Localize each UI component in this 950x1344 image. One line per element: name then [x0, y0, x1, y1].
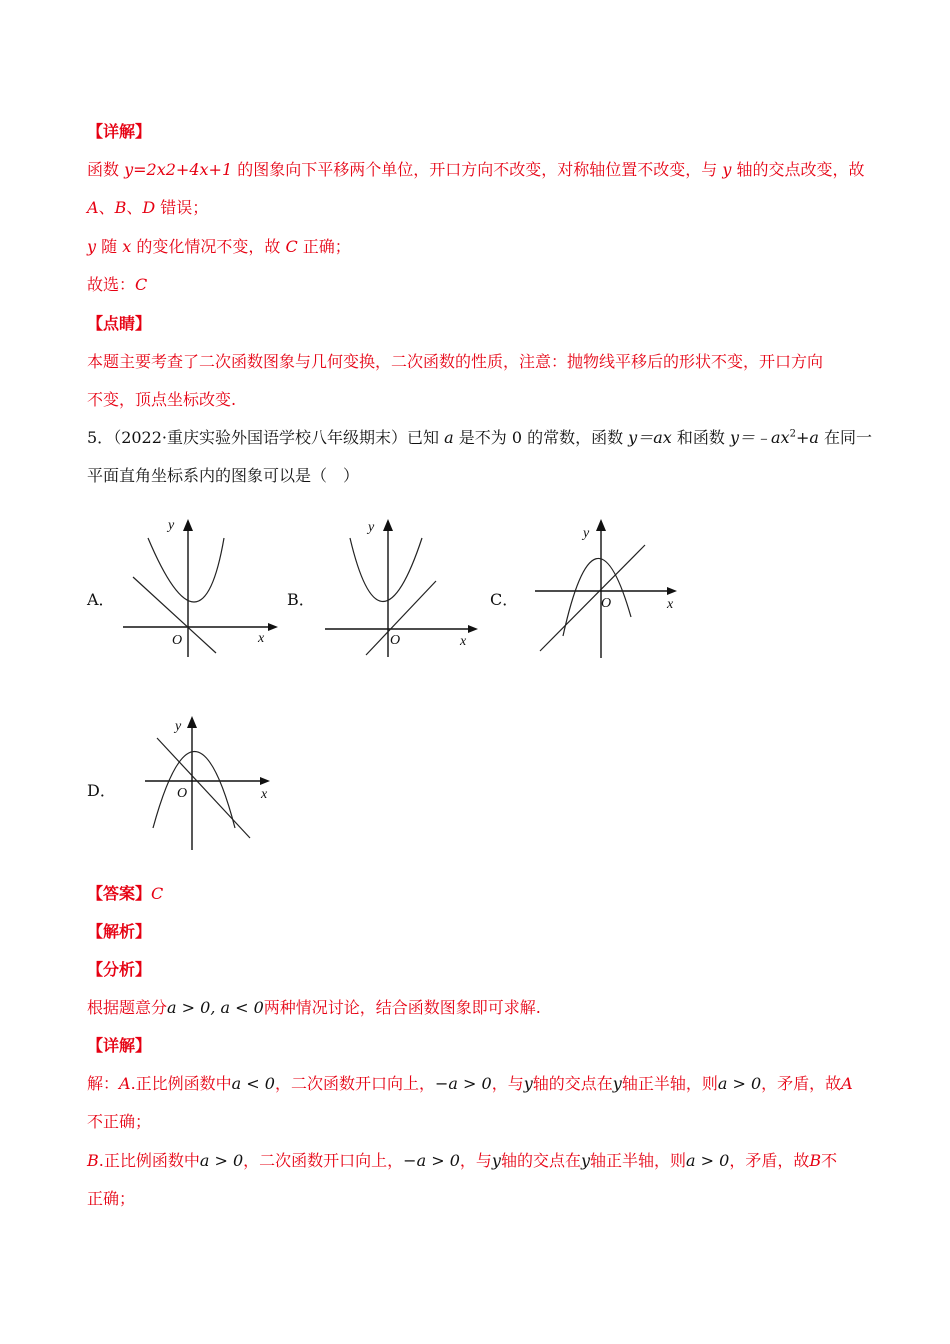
- origin-label: O: [177, 786, 188, 801]
- detail2-line-3: B.正比例函数中a > 0，二次函数开口向上，−a > 0，与y轴的交点在y轴正半轴，则a > 0，矛盾，故B不: [87, 1151, 838, 1170]
- origin-label: O: [390, 633, 401, 648]
- option-c-graph: [535, 515, 685, 660]
- comment-line-1: 本题主要考查了二次函数图象与几何变换，二次函数的性质，注意：抛物线平移后的形状不变，开口方向: [87, 352, 824, 371]
- x-axis-arrow: [468, 625, 478, 633]
- y-axis-arrow: [383, 519, 393, 531]
- analysis-text: 根据题意分a > 0, a < 0两种情况讨论，结合函数图象即可求解.: [87, 998, 541, 1017]
- comment-line-2: 不变，顶点坐标改变.: [87, 390, 237, 409]
- detail-header: 【详解】: [87, 122, 152, 141]
- parabola: [148, 538, 224, 602]
- option-b-label: B．: [287, 590, 315, 609]
- choice-line: 故选：C: [87, 275, 148, 294]
- question-line-2: 平面直角坐标系内的图象可以是（ ）: [87, 466, 360, 485]
- x-label: x: [667, 597, 674, 612]
- y-axis-arrow: [596, 519, 606, 531]
- parabola: [350, 538, 422, 602]
- detail2-line-1: 解：A.正比例函数中a < 0，二次函数开口向上，−a > 0，与y轴的交点在y轴正半轴，则a > 0，矛盾，故A: [87, 1074, 853, 1093]
- y-label: y: [368, 520, 375, 535]
- parabola: [153, 752, 235, 829]
- origin-label: O: [172, 633, 183, 648]
- function-expression: y=2x2+4x+1: [124, 160, 233, 179]
- line: [157, 738, 250, 838]
- y-axis-arrow: [187, 716, 197, 728]
- detail2-header: 【详解】: [87, 1036, 152, 1055]
- detail2-line-4: 正确；: [87, 1189, 136, 1208]
- option-a-label: A．: [87, 590, 115, 609]
- analysis-sub-header: 【分析】: [87, 960, 152, 979]
- y-label: y: [168, 518, 175, 533]
- x-axis-arrow: [260, 777, 270, 785]
- detail-paragraph-1: 函数 y=2x2+4x+1 的图象向下平移两个单位，开口方向不改变，对称轴位置不改变，与 y 轴的交点改变，故: [87, 160, 865, 179]
- comment-header: 【点睛】: [87, 314, 152, 333]
- detail-paragraph-2: A、B、D 错误；: [87, 198, 209, 217]
- origin-label: O: [601, 596, 612, 611]
- option-a-graph: [118, 515, 278, 660]
- y-label: y: [583, 526, 590, 541]
- option-c-label: C．: [490, 590, 519, 609]
- detail2-line-2: 不正确；: [87, 1112, 152, 1131]
- question-line-1: 5．（2022·重庆实验外国语学校八年级期末）已知 a 是不为 0 的常数，函数 y＝ax 和函数 $y=﹣ax^2+a$ 在同一: [87, 428, 872, 447]
- y-axis-arrow: [183, 519, 193, 531]
- x-label: x: [460, 634, 467, 649]
- detail-paragraph-3: y 随 x 的变化情况不变，故 C 正确；: [87, 237, 351, 256]
- analysis-header: 【解析】: [87, 922, 152, 941]
- x-label: x: [258, 631, 265, 646]
- option-d-label: D．: [87, 781, 116, 800]
- x-label: x: [261, 787, 268, 802]
- x-axis-arrow: [667, 587, 677, 595]
- y-label: y: [175, 719, 182, 734]
- option-d-graph: [145, 712, 280, 852]
- option-b-graph: [320, 515, 480, 660]
- answer-line: 【答案】C: [87, 884, 164, 903]
- line: [366, 581, 436, 655]
- x-axis-arrow: [268, 623, 278, 631]
